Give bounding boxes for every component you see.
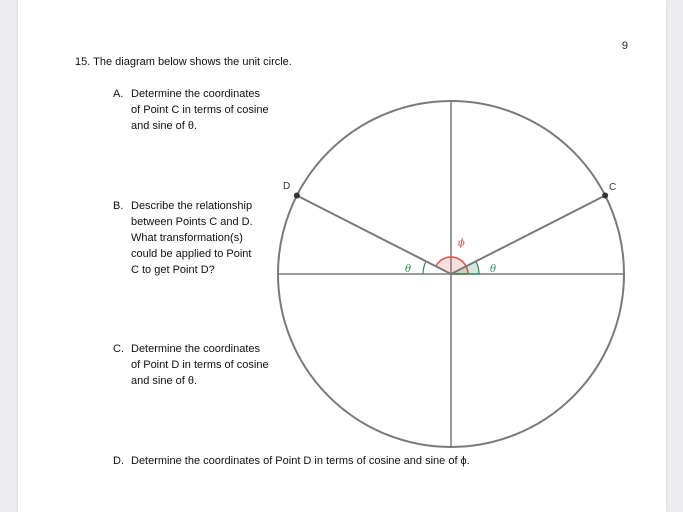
point-d bbox=[294, 192, 300, 198]
point-c-label: C bbox=[609, 182, 617, 193]
theta-label-left: θ bbox=[405, 264, 412, 275]
part-d-text: Determine the coordinates of Point D in terms of cosine and sine of ϕ. bbox=[131, 455, 470, 467]
radius-to-d bbox=[297, 195, 451, 274]
worksheet-page bbox=[18, 0, 666, 512]
unit-circle-diagram bbox=[18, 0, 666, 512]
part-d-letter: D. bbox=[113, 455, 124, 467]
part-a-letter: A. bbox=[113, 88, 124, 100]
theta-angle-arc-left bbox=[423, 261, 426, 274]
part-a-text: Determine the coordinates of Point C in terms of cosine and sine of θ. bbox=[131, 88, 269, 132]
part-b-letter: B. bbox=[113, 200, 124, 212]
part-b-text: Describe the relationship between Points C and D. What transformation(s) could be applied to Point C to get Point D? bbox=[131, 200, 253, 276]
point-d-label: D bbox=[283, 181, 291, 192]
theta-label-right: θ bbox=[490, 264, 497, 275]
page-number: 9 bbox=[621, 40, 628, 52]
part-c-text: Determine the coordinates of Point D in terms of cosine and sine of θ. bbox=[131, 343, 269, 387]
question-title: 15. The diagram below shows the unit circle. bbox=[75, 56, 292, 68]
radius-to-c bbox=[451, 195, 605, 274]
part-c-letter: C. bbox=[113, 343, 124, 355]
phi-label: ϕ bbox=[458, 238, 465, 249]
point-c bbox=[602, 192, 608, 198]
